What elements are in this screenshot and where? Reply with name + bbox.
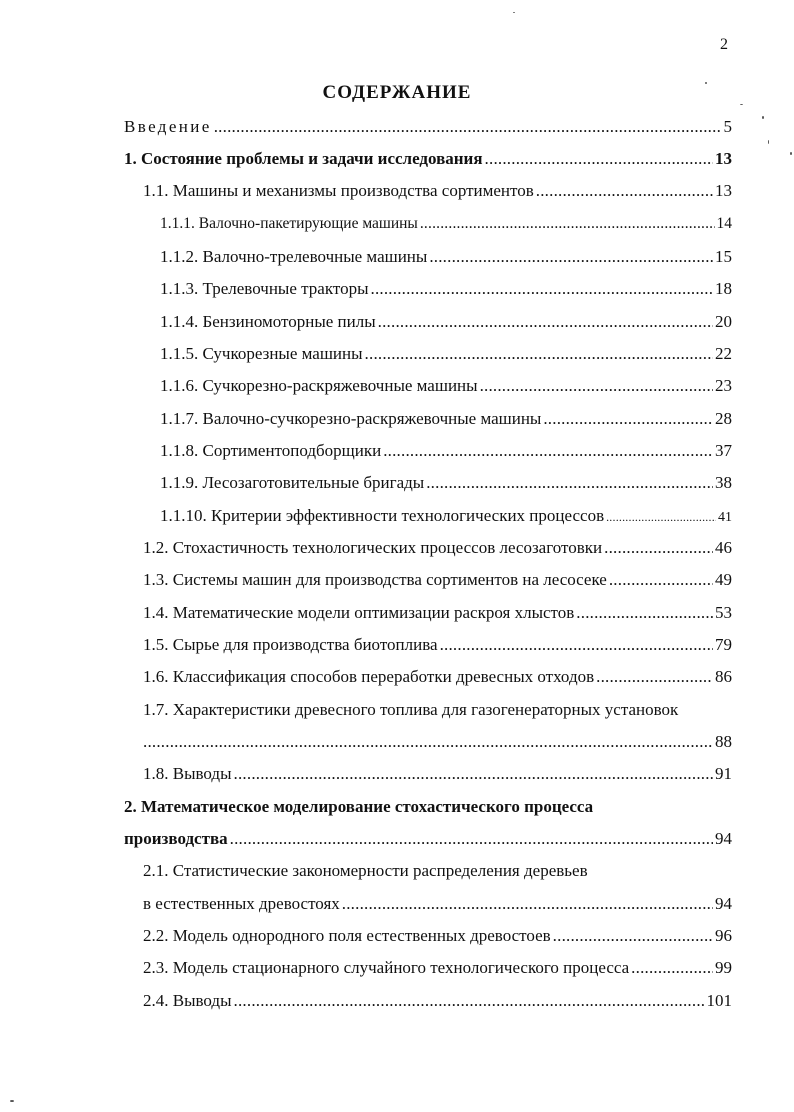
toc-entry-label: 1.1.10. Критерии эффективности технологических процессов [160, 506, 605, 525]
toc-entry-1-7[interactable] [143, 697, 732, 723]
toc-entry-page: 22 [715, 344, 732, 363]
toc-entry-page: 101 [706, 991, 732, 1010]
toc-entry-1-1-2[interactable] [160, 244, 732, 270]
toc-entry-1-1-4[interactable] [160, 309, 732, 335]
toc-entry-label: 1.1. Машины и механизмы производства сортиментов [143, 181, 534, 200]
toc-entry-1-5[interactable] [143, 632, 732, 658]
toc-entry-1-1-5[interactable] [160, 341, 732, 367]
scan-speck [762, 116, 764, 119]
toc-entry-label: 1.6. Классификация способов переработки древесных отходов [143, 667, 595, 686]
toc-entry-label: 2.2. Модель однородного поля естественных древостоев [143, 926, 551, 945]
toc-dot-leader [378, 309, 713, 335]
toc-entry-label: 1.1.8. Сортиментоподборщики [160, 441, 382, 460]
toc-title: СОДЕРЖАНИЕ [322, 82, 472, 103]
toc-entry-1-4[interactable] [143, 600, 732, 626]
toc-dot-leader [480, 373, 713, 399]
toc-entry-page: 86 [715, 667, 732, 686]
toc-dot-leader [429, 244, 713, 270]
toc-entry-page: 53 [715, 603, 732, 622]
toc-dot-leader [365, 341, 713, 367]
toc-entry-chapter-1[interactable] [124, 146, 732, 172]
toc-entry-label: 1.4. Математические модели оптимизации раскроя хлыстов [143, 603, 575, 622]
toc-dot-leader [230, 826, 713, 852]
scan-speck [10, 1100, 14, 1102]
toc-entry-label: 1.1.3. Трелевочные тракторы [160, 279, 369, 298]
toc-entry-label: 2.3. Модель стационарного случайного технологического процесса [143, 958, 630, 977]
toc-dot-leader [383, 438, 713, 464]
toc-entry-chapter-2-continuation[interactable] [124, 826, 732, 852]
toc-entry-page: 94 [715, 894, 732, 913]
toc-entry-page: 20 [715, 312, 732, 331]
toc-entry-label: 2.1. Статистические закономерности распределения деревьев [143, 861, 588, 880]
toc-entry-2-4[interactable] [143, 988, 732, 1014]
toc-entry-page: 18 [715, 279, 732, 298]
toc-dot-leader [536, 178, 713, 204]
toc-entry-introduction[interactable] [124, 114, 732, 140]
toc-entry-1-1-6[interactable] [160, 373, 732, 399]
toc-entry-1-1-8[interactable] [160, 438, 732, 464]
toc-entry-page: 15 [715, 247, 732, 266]
toc-entry-1-1-3[interactable] [160, 276, 732, 302]
toc-dot-leader [485, 146, 713, 172]
toc-dot-leader [234, 988, 705, 1014]
toc-entry-label: 2.4. Выводы [143, 991, 232, 1010]
toc-entry-1-3[interactable] [143, 567, 732, 593]
toc-entry-page: 13 [715, 149, 732, 168]
toc-entry-1-2[interactable] [143, 535, 732, 561]
toc-dot-leader [606, 504, 716, 530]
toc-dot-leader [631, 955, 713, 981]
toc-dot-leader [576, 600, 713, 626]
toc-entry-1-6[interactable] [143, 664, 732, 690]
toc-entry-label: 1.1.7. Валочно-сучкорезно-раскряжевочные машины [160, 409, 542, 428]
page-number: 2 [720, 36, 728, 53]
toc-dot-leader [371, 276, 714, 302]
toc-dot-leader [596, 664, 713, 690]
toc-dot-leader [234, 761, 713, 787]
toc-dot-leader [426, 470, 713, 496]
toc-entry-label: 1.1.6. Сучкорезно-раскряжевочные машины [160, 376, 478, 395]
toc-entry-label: 1.3. Системы машин для производства сортиментов на лесосеке [143, 570, 607, 589]
toc-entry-2-1[interactable] [143, 858, 732, 884]
toc-dot-leader [342, 891, 713, 917]
toc-entry-label: 1.1.2. Валочно-трелевочные машины [160, 247, 428, 266]
toc-dot-leader [214, 114, 722, 140]
toc-entry-1-1-9[interactable] [160, 470, 732, 496]
toc-entry-page: 41 [718, 510, 732, 525]
toc-entry-page: 38 [715, 473, 732, 492]
toc-entry-page: 79 [715, 635, 732, 654]
toc-entry-label: Введение [124, 117, 212, 136]
toc-entry-label: 1.2. Стохастичность технологических процессов лесозаготовки [143, 538, 603, 557]
toc-entry-page: 14 [716, 215, 732, 232]
toc-entry-1-1-1[interactable] [160, 211, 732, 237]
toc-entry-page: 13 [715, 181, 732, 200]
toc-entry-page: 28 [715, 409, 732, 428]
toc-entry-2-3[interactable] [143, 955, 732, 981]
toc-dot-leader [420, 211, 715, 237]
toc-entry-1-1-7[interactable] [160, 406, 732, 432]
toc-entry-page: 91 [715, 764, 732, 783]
toc-entry-page: 37 [715, 441, 732, 460]
toc-entry-2-1-continuation[interactable] [143, 891, 732, 917]
toc-entry-page: 46 [715, 538, 732, 557]
toc-entry-page: 5 [723, 117, 732, 136]
toc-entry-label: 1. Состояние проблемы и задачи исследования [124, 149, 483, 168]
toc-entry-page: 96 [715, 926, 732, 945]
toc-entry-page: 94 [715, 829, 732, 848]
toc-entry-label: 1.1.5. Сучкорезные машины [160, 344, 363, 363]
toc-dot-leader [543, 406, 713, 432]
toc-entry-label: 1.5. Сырье для производства биотоплива [143, 635, 438, 654]
toc-entry-label: 1.8. Выводы [143, 764, 232, 783]
toc-entry-1-1-10[interactable] [160, 503, 732, 529]
toc-entry-2-2[interactable] [143, 923, 732, 949]
scan-speck [705, 82, 707, 84]
toc-dot-leader [604, 535, 713, 561]
toc-dot-leader [143, 729, 713, 755]
toc-entry-page: 99 [715, 958, 732, 977]
toc-entry-page: 88 [715, 732, 732, 751]
toc-entry-label: 1.1.4. Бензиномоторные пилы [160, 312, 376, 331]
toc-entry-page: 23 [715, 376, 732, 395]
scan-speck [513, 12, 515, 13]
toc-entry-chapter-2[interactable] [124, 794, 732, 820]
toc-dot-leader [553, 923, 713, 949]
toc-entry-label: в естественных древостоях [143, 894, 340, 913]
toc-entry-1-1[interactable] [143, 178, 732, 204]
toc-entry-label: 1.7. Характеристики древесного топлива для газогенераторных установок [143, 700, 679, 719]
toc-entry-1-8[interactable] [143, 761, 732, 787]
toc-dot-leader [609, 567, 713, 593]
toc-dot-leader [440, 632, 713, 658]
scan-speck [740, 104, 743, 105]
toc-entry-label: 1.1.1. Валочно-пакетирующие машины [160, 215, 418, 232]
scan-speck [768, 140, 769, 144]
toc-entry-1-7-continuation[interactable] [143, 729, 732, 755]
toc-entry-label: 2. Математическое моделирование стохастического процесса [124, 797, 594, 816]
toc-entry-label: производства [124, 829, 228, 848]
toc-entry-label: 1.1.9. Лесозаготовительные бригады [160, 473, 425, 492]
toc-entry-page: 49 [715, 570, 732, 589]
scan-speck [790, 152, 792, 155]
